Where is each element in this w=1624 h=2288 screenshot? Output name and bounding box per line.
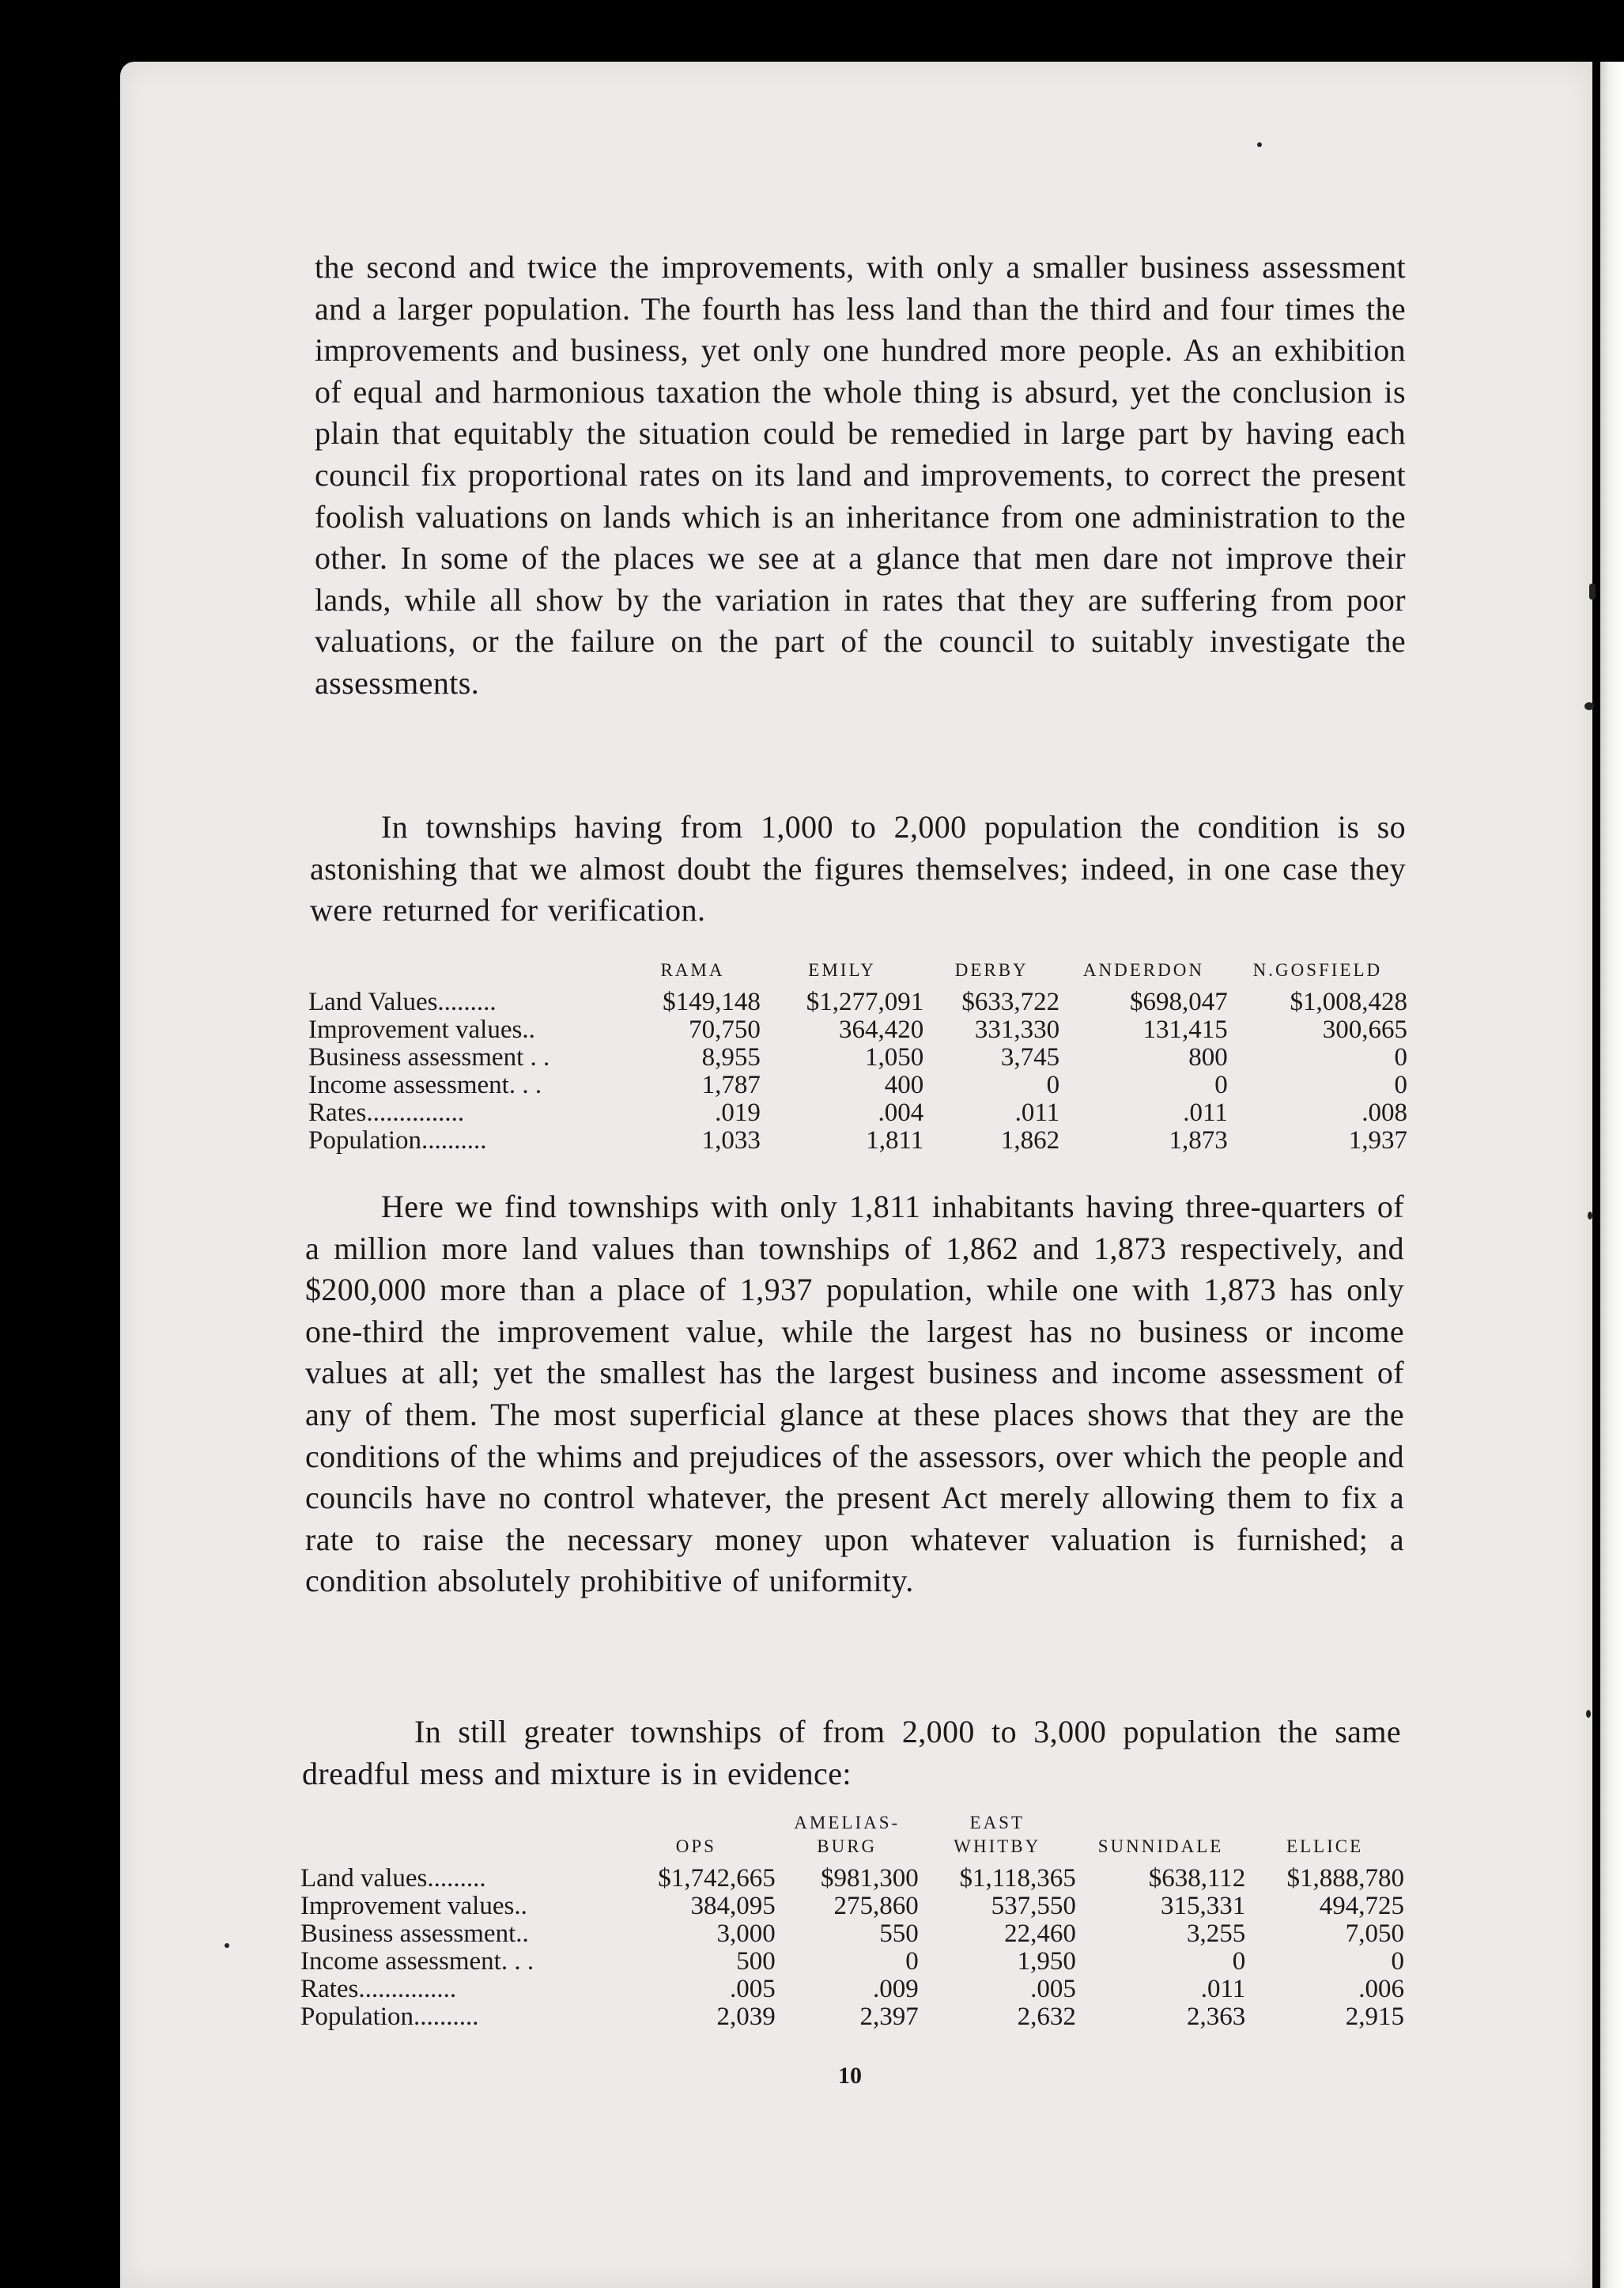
cell: .011 (1014, 1099, 1060, 1127)
cell: 2,039 (716, 2002, 776, 2031)
cell: $1,008,428 (1290, 988, 1407, 1016)
cell: 315,331 (1160, 1892, 1246, 1920)
column-header: AMELIAS- BURG (794, 1813, 901, 1856)
table-header-row (308, 959, 1407, 989)
cell: $1,118,365 (959, 1864, 1076, 1893)
cell: 0 (1046, 1071, 1060, 1099)
header-spacer (308, 959, 625, 989)
column-header: OPS (675, 1836, 716, 1856)
scan-speck (1584, 702, 1594, 710)
row-label: Improvement values.. (308, 1015, 535, 1044)
cell: 2,397 (859, 2002, 919, 2031)
cell: 1,787 (701, 1071, 761, 1099)
paragraph-1: the second and twice the improvements, with only a smaller business assessment and a larger population. The fourth has less land than the third and four times the improvements and business, yet only one hundred more people. As an exhibition of equal and harmonious taxation the whole thing is absurd, yet the conclusion is plain that equitably the situation could be remedied in large part by having each council fix proportional rates on its land and improvements, to correct the present foolish valuations on lands which is an inheritance from one administration to the other. In some of the places we see at a glance that men dare not improve their lands, while all show by the variation in rates that they are suffering from poor valuations, or the failure on the part of the council to suitably investigate the assessments. (315, 249, 1406, 701)
cell: 400 (884, 1071, 924, 1099)
row-label: Land values......... (300, 1864, 486, 1893)
cell: $633,722 (961, 988, 1060, 1016)
cell: 0 (1394, 1071, 1407, 1099)
table-row (300, 1893, 1404, 1920)
cell: 364,420 (838, 1015, 924, 1044)
table-row (308, 1099, 1407, 1127)
header-spacer (300, 1811, 617, 1865)
cell: 500 (736, 1947, 776, 1976)
table-row (300, 1976, 1404, 2003)
cell: 1,950 (1017, 1947, 1076, 1976)
column-header: N.GOSFIELD (1252, 960, 1383, 980)
cell: 2,632 (1017, 2002, 1076, 2031)
cell: 300,665 (1322, 1015, 1407, 1044)
cell: 384,095 (690, 1892, 776, 1920)
scan-speck (225, 1943, 229, 1948)
cell: 70,750 (689, 1015, 761, 1044)
cell: .011 (1200, 1975, 1246, 2003)
scan-speck (1589, 584, 1596, 599)
cell: 2,363 (1186, 2002, 1246, 2031)
row-label: Rates............... (300, 1975, 457, 2003)
column-header: EAST WHITBY (954, 1813, 1041, 1856)
cell: .006 (1358, 1975, 1404, 2003)
cell: .011 (1183, 1099, 1228, 1127)
paragraph-2: In townships having from 1,000 to 2,000 population the condition is so astonishing that we almost doubt the figures themselves; indeed, in one case they were returned for verification. (310, 809, 1406, 928)
cell: 22,460 (1004, 1919, 1076, 1948)
cell: $981,300 (820, 1864, 919, 1893)
cell: 7,050 (1345, 1919, 1404, 1948)
cell: 1,811 (866, 1126, 924, 1155)
cell: 8,955 (701, 1043, 761, 1072)
column-header: EMILY (808, 960, 876, 980)
column-header: ELLICE (1286, 1836, 1364, 1856)
cell: 0 (1232, 1947, 1246, 1976)
cell: 0 (1391, 1947, 1404, 1976)
page-number: 10 (838, 2063, 862, 2089)
cell: 494,725 (1319, 1892, 1404, 1920)
cell: 275,860 (833, 1892, 919, 1920)
cell: 1,862 (1000, 1126, 1060, 1155)
table-header-row (300, 1811, 1404, 1865)
cell: 3,000 (716, 1919, 776, 1948)
cell: 0 (905, 1947, 919, 1976)
cell: 0 (1394, 1043, 1407, 1072)
paragraph-4: In still greater townships of from 2,000 to 3,000 population the same dreadful mess and mixture is in evidence: (302, 1714, 1401, 1791)
paragraph-3: Here we find townships with only 1,811 inhabitants having three-quarters of a million more land values than townships of 1,862 and 1,873 respectively, and $200,000 more than a place of 1,937 population, while one with 1,873 has only one-third the improvement value, while the largest has no business or income values at all; yet the smallest has the largest business and income assessment of any of them. The most superficial glance at these places shows that they are the conditions of the whims and prejudices of the assessors, over which the people and councils have no control whatever, the present Act merely allowing them to fix a rate to raise the necessary money upon whatever valuation is furnished; a condition absolutely prohibitive of uniformity. (305, 1189, 1404, 1599)
cell: 331,330 (974, 1015, 1060, 1044)
cell: $638,112 (1148, 1864, 1246, 1893)
table-row (308, 1044, 1407, 1072)
cell: .004 (878, 1099, 924, 1127)
cell: 3,255 (1186, 1919, 1246, 1948)
row-label: Income assessment. . . (300, 1947, 534, 1976)
cell: $1,277,091 (806, 988, 924, 1016)
cell: 800 (1188, 1043, 1228, 1072)
scan-speck (1586, 1710, 1591, 1718)
cell: .005 (1030, 1975, 1076, 2003)
table-row (300, 1865, 1404, 1893)
cell: .009 (872, 1975, 919, 2003)
cell: 1,050 (864, 1043, 924, 1072)
cell: $149,148 (663, 988, 761, 1016)
cell: 537,550 (991, 1892, 1076, 1920)
row-label: Land Values......... (308, 988, 497, 1016)
cell: 1,873 (1169, 1126, 1228, 1155)
column-header: ANDERDON (1082, 960, 1204, 980)
table-row (308, 1072, 1407, 1099)
cell: $1,742,665 (658, 1864, 776, 1893)
row-label: Population.......... (308, 1126, 487, 1155)
cell: .019 (715, 1099, 761, 1127)
page-edge (1600, 62, 1624, 2288)
cell: 131,415 (1142, 1015, 1228, 1044)
table-row (308, 1127, 1407, 1155)
cell: 1,937 (1348, 1126, 1407, 1155)
township-table-1000-2000 (308, 959, 1407, 1155)
row-label: Improvement values.. (300, 1892, 527, 1920)
scan-speck (1588, 1212, 1592, 1220)
table-row (308, 989, 1407, 1016)
column-header: SUNNIDALE (1097, 1836, 1224, 1856)
cell: .005 (729, 1975, 776, 2003)
column-header: RAMA (660, 960, 725, 980)
table-row (308, 1016, 1407, 1044)
row-label: Business assessment . . (308, 1043, 550, 1072)
column-header: DERBY (954, 960, 1029, 980)
row-label: Population.......... (300, 2002, 479, 2031)
cell: $1,888,780 (1286, 1864, 1404, 1893)
township-table-2000-3000 (300, 1811, 1404, 2031)
table-row (300, 1920, 1404, 1948)
cell: 3,745 (1000, 1043, 1060, 1072)
cell: 1,033 (701, 1126, 761, 1155)
table-row (300, 1948, 1404, 1976)
row-label: Income assessment. . . (308, 1071, 542, 1099)
cell: $698,047 (1130, 988, 1228, 1016)
cell: 550 (879, 1919, 919, 1948)
cell: 2,915 (1345, 2002, 1404, 2031)
row-label: Rates............... (308, 1099, 465, 1127)
cell: .008 (1362, 1099, 1407, 1127)
cell: 0 (1214, 1071, 1228, 1099)
scan-speck (1257, 142, 1262, 147)
row-label: Business assessment.. (300, 1919, 529, 1948)
table-row (300, 2003, 1404, 2031)
